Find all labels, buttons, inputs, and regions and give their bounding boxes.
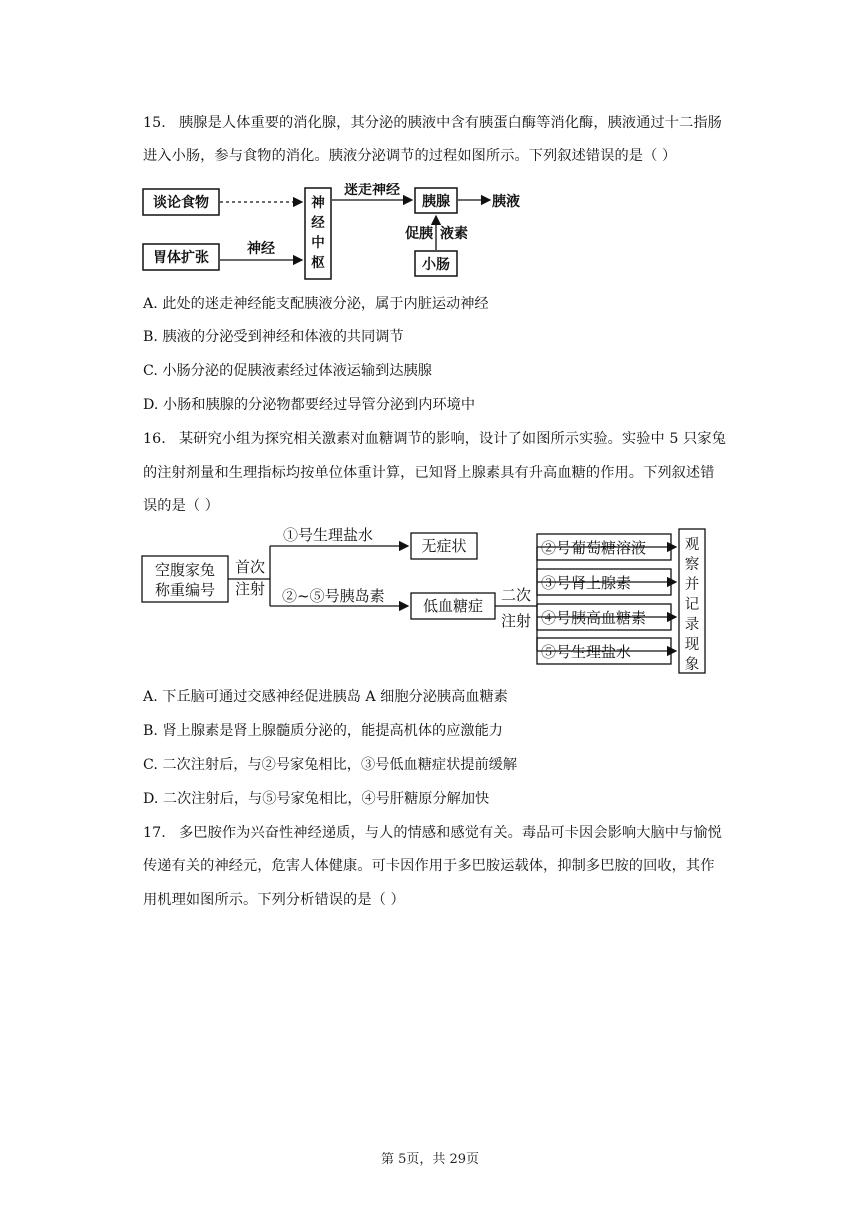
inj-5-label: ⑤号生理盐水 [541, 643, 632, 661]
observe-char-6: 现 [684, 637, 700, 653]
center-char-1: 神 [311, 195, 325, 211]
observe-char-2: 察 [684, 557, 700, 573]
q15-line2: 进入小肠，参与食物的消化。胰液分泌调节的过程如图所示。下列叙述错误的是（ ） [143, 148, 677, 164]
center-char-2: 经 [311, 215, 325, 231]
q15-option-b: B. 胰液的分泌受到神经和体液的共同调节 [143, 329, 404, 345]
inj-3-label: ③号肾上腺素 [541, 574, 632, 592]
q15-option-d: D. 小肠和胰腺的分泌物都要经过导管分泌到内环境中 [143, 397, 476, 413]
second-inj-line2: 注射 [500, 612, 532, 630]
box-rabbit-line2: 称重编号 [154, 581, 216, 599]
observe-char-1: 观 [684, 537, 700, 553]
first-inj-line2: 注射 [234, 580, 266, 598]
q17-line2: 传递有关的神经元，危害人体健康。可卡因作用于多巴胺运载体，抑制多巴胺的回收，其作 [143, 858, 715, 874]
q16-option-b: B. 肾上腺素是肾上腺髓质分泌的，能提高机体的应激能力 [143, 723, 503, 739]
branch-insulin-label: ②~⑤号胰岛素 [282, 587, 385, 605]
q15-number: 15. [143, 115, 166, 131]
q17-line3: 用机理如图所示。下列分析错误的是（ ） [143, 892, 405, 908]
second-inj-line1: 二次 [500, 586, 532, 604]
q16-diagram [140, 520, 730, 680]
box-hypoglycemia-label: 低血糖症 [422, 597, 484, 615]
page-footer: 第 5页，共 29页 [380, 1152, 480, 1167]
q17-line1: 17. 多巴胺作为兴奋性神经递质，与人的情感和感觉有关。毒品可卡因会影响大脑中与愉悦 [143, 825, 722, 841]
box-rabbit-line1: 空腹家兔 [154, 561, 216, 579]
q16-line2: 的注射剂量和生理指标均按单位体重计算，已知肾上腺素具有升高血糖的作用。下列叙述错 [143, 465, 715, 481]
box-pancreas-label: 胰腺 [422, 194, 450, 210]
observe-char-7: 象 [684, 657, 700, 673]
q15-option-a: A. 此处的迷走神经能支配胰液分泌，属于内脏运动神经 [143, 296, 489, 312]
q15-option-c: C. 小肠分泌的促胰液素经过体液运输到达胰腺 [143, 363, 432, 379]
box-no-symptom-label: 无症状 [421, 537, 467, 555]
box-stomach-label: 胃体扩张 [153, 250, 209, 266]
q15-diagram [140, 183, 540, 283]
box-intestine-label: 小肠 [422, 257, 450, 273]
center-char-3: 中 [311, 235, 325, 251]
q17-number: 17. [143, 825, 166, 841]
q16-line3: 误的是（ ） [143, 498, 220, 514]
branch-saline-label: ①号生理盐水 [283, 526, 374, 544]
q16-line1: 16. 某研究小组为探究相关激素对血糖调节的影响，设计了如图所示实验。实验中 5 只家兔 [143, 431, 726, 447]
center-char-4: 枢 [311, 255, 325, 271]
label-hormone-a: 促胰 [405, 226, 433, 242]
inj-4-label: ④号胰高血糖素 [541, 609, 647, 627]
q15-line1: 15. 胰腺是人体重要的消化腺，其分泌的胰液中含有胰蛋白酶等消化酶，胰液通过十二指肠 [143, 115, 722, 131]
q16-number: 16. [143, 431, 166, 447]
box-food-label: 谈论食物 [153, 195, 209, 211]
inj-2-label: ②号葡萄糖溶液 [541, 539, 647, 557]
observe-char-4: 记 [684, 597, 700, 613]
label-nerve: 神经 [247, 241, 275, 257]
label-juice: 胰液 [492, 194, 520, 210]
label-vagus: 迷走神经 [344, 183, 400, 198]
q16-option-c: C. 二次注射后，与②号家兔相比，③号低血糖症状提前缓解 [143, 757, 518, 773]
first-inj-line1: 首次 [234, 558, 266, 576]
label-hormone-b: 液素 [440, 226, 468, 242]
observe-char-5: 录 [684, 617, 700, 633]
observe-char-3: 并 [684, 577, 700, 593]
q16-option-d: D. 二次注射后，与⑤号家兔相比，④号肝糖原分解加快 [143, 791, 490, 807]
q16-option-a: A. 下丘脑可通过交感神经促进胰岛 A 细胞分泌胰高血糖素 [143, 689, 508, 705]
